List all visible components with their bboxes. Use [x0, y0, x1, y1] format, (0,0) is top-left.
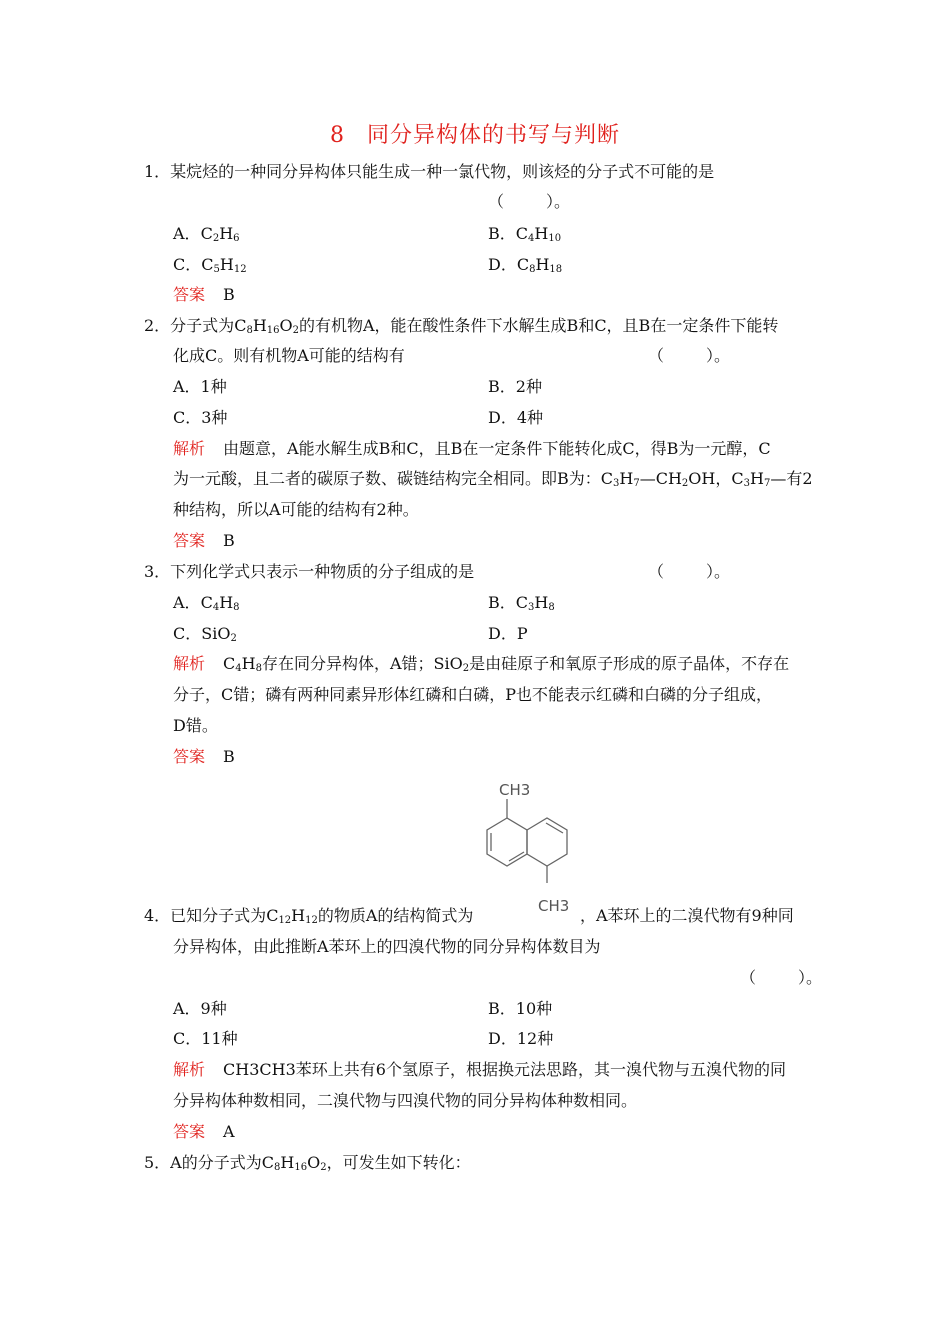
q1-answer: 答案 B: [173, 285, 235, 304]
title-number: 8: [329, 123, 345, 148]
q4-stem-after-structure: ，A苯环上的二溴代物有9种同: [580, 906, 794, 925]
q1-option-a: A．$C_2H_6$: [173, 224, 240, 244]
q2-option-a: A．1种: [173, 377, 227, 396]
q2-option-b: B．2种: [488, 377, 542, 396]
q2-stem: 2．分子式为$C_8H_{16}O_2$的有机物A，能在酸性条件下水解生成B和C，且B在一定条件下能转: [144, 316, 779, 336]
top-methyl-label: CH3: [499, 781, 531, 799]
q2-answer-blank: （ ）。: [648, 346, 731, 365]
q3-option-a: A．$C_4H_8$: [173, 593, 240, 613]
q1-answer-blank: （ ）。: [488, 192, 571, 211]
q1-option-c: C．$C_5H_{12}$: [173, 255, 247, 275]
q4-answer-blank: （ ）。: [740, 968, 823, 987]
q3-option-b: B．$C_3H_8$: [488, 593, 555, 613]
q2-option-c: C．3种: [173, 408, 228, 427]
q4-option-a: A．9种: [173, 999, 227, 1018]
q4-option-c: C．11种: [173, 1029, 238, 1048]
q1-stem: 1．某烷烃的一种同分异构体只能生成一种一氯代物，则该烃的分子式不可能的是: [144, 162, 715, 181]
q2-analysis-line3: 种结构，所以A可能的结构有2种。: [173, 500, 419, 519]
q4-analysis-line1: 解析 CH3CH3苯环上共有6个氢原子，根据换元法思路，其一溴代物与五溴代物的同: [173, 1060, 786, 1079]
q3-answer: 答案 B: [173, 747, 235, 766]
q2-analysis-line1: 解析 由题意，A能水解生成B和C，且B在一定条件下能转化成C，得B为一元醇，C: [173, 439, 771, 458]
q4-stem-cont: 分异构体，由此推断A苯环上的四溴代物的同分异构体数目为: [173, 937, 601, 956]
q4-option-d: D．12种: [488, 1029, 554, 1048]
q2-option-d: D．4种: [488, 408, 544, 427]
q2-analysis-line2: 为一元酸，且二者的碳原子数、碳链结构完全相同。即B为：$C_3H_7—CH_2OH$，$C_3H_7—$有2: [173, 469, 813, 489]
q3-option-d: D．P: [488, 624, 528, 643]
q3-analysis-line3: D错。: [173, 716, 218, 735]
q3-stem: 3．下列化学式只表示一种物质的分子组成的是: [144, 562, 475, 581]
q4-analysis-line2: 分异构体种数相同，二溴代物与四溴代物的同分异构体种数相同。: [173, 1091, 638, 1110]
q1-option-d: D．$C_8H_{18}$: [488, 255, 563, 275]
title-text: 同分异构体的书写与判断: [366, 123, 620, 148]
q3-option-c: C．SiO$_2$: [173, 624, 237, 644]
q2-stem-cont: 化成C。则有机物A可能的结构有: [173, 346, 405, 365]
q4-answer: 答案 A: [173, 1122, 235, 1141]
q1-option-b: B．$C_4H_{10}$: [488, 224, 562, 244]
q3-answer-blank: （ ）。: [648, 562, 731, 581]
page-title: [0, 118, 950, 149]
q2-answer: 答案 B: [173, 531, 235, 550]
q3-analysis-line1: 解析 $C_4H_8$存在同分异构体，A错；SiO$_2$是由硅原子和氧原子形成的原子晶体，不存在: [173, 654, 790, 674]
q5-stem: 5．A的分子式为$C_8H_{16}O_2$，可发生如下转化：: [144, 1153, 471, 1173]
q4-option-b: B．10种: [488, 999, 553, 1018]
bottom-methyl-label: CH3: [538, 897, 570, 915]
q3-analysis-line2: 分子，C错；磷有两种同素异形体红磷和白磷，P也不能表示红磷和白磷的分子组成，: [173, 685, 773, 704]
dimethylnaphthalene-structure: [470, 775, 580, 925]
q4-stem: 4．已知分子式为$C_{12}H_{12}$的物质A的结构简式为: [144, 906, 474, 926]
